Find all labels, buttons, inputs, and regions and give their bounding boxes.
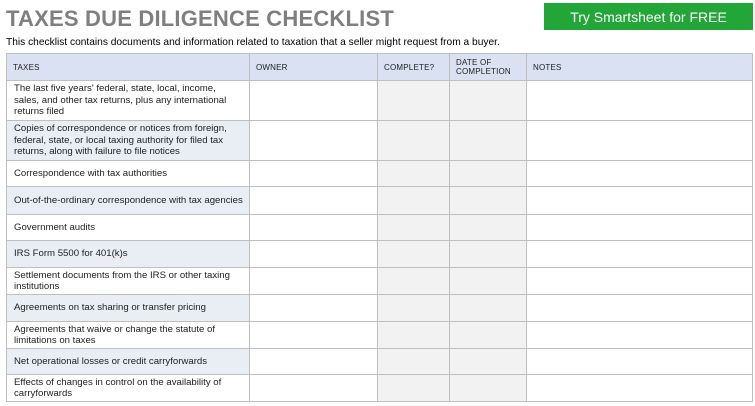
table-row	[7, 215, 753, 241]
notes-cell[interactable]	[527, 375, 753, 402]
checklist-table	[6, 53, 753, 402]
date-cell[interactable]	[450, 241, 527, 268]
owner-cell[interactable]	[250, 322, 378, 349]
table-row	[7, 161, 753, 187]
task-cell: Government audits	[7, 215, 250, 241]
complete-cell[interactable]	[378, 375, 450, 402]
owner-cell[interactable]	[250, 161, 378, 187]
complete-cell[interactable]	[378, 349, 450, 375]
complete-cell[interactable]	[378, 322, 450, 349]
date-cell[interactable]	[450, 295, 527, 322]
table-row	[7, 187, 753, 215]
task-cell: Copies of correspondence or notices from foreign, federal, state, or local taxing authority for filed tax returns, along with failure to file notices	[7, 121, 250, 161]
date-cell[interactable]	[450, 187, 527, 215]
owner-cell[interactable]	[250, 121, 378, 161]
column-header-complete: COMPLETE?	[378, 54, 450, 81]
date-cell[interactable]	[450, 349, 527, 375]
task-cell: The last five years' federal, state, local, income, sales, and other tax returns, plus any international returns filed	[7, 81, 250, 121]
owner-cell[interactable]	[250, 187, 378, 215]
notes-cell[interactable]	[527, 295, 753, 322]
complete-cell[interactable]	[378, 241, 450, 268]
notes-cell[interactable]	[527, 121, 753, 161]
column-header-owner: OWNER	[250, 54, 378, 81]
table-row	[7, 349, 753, 375]
owner-cell[interactable]	[250, 295, 378, 322]
column-header-date-of-completion: DATE OF COMPLETION	[450, 54, 527, 81]
owner-cell[interactable]	[250, 268, 378, 295]
complete-cell[interactable]	[378, 187, 450, 215]
table-row	[7, 241, 753, 268]
table-row	[7, 295, 753, 322]
notes-cell[interactable]	[527, 187, 753, 215]
page-subtitle: This checklist contains documents and information related to taxation that a seller might request from a buyer.	[6, 37, 500, 48]
date-cell[interactable]	[450, 161, 527, 187]
date-cell[interactable]	[450, 322, 527, 349]
task-cell: Agreements that waive or change the statute of limitations on taxes	[7, 322, 250, 349]
try-smartsheet-button[interactable]: Try Smartsheet for FREE	[544, 3, 753, 30]
owner-cell[interactable]	[250, 375, 378, 402]
column-header-taxes: TAXES	[7, 54, 250, 81]
table-row	[7, 375, 753, 402]
date-cell[interactable]	[450, 215, 527, 241]
task-cell: Agreements on tax sharing or transfer pricing	[7, 295, 250, 322]
notes-cell[interactable]	[527, 215, 753, 241]
task-cell: IRS Form 5500 for 401(k)s	[7, 241, 250, 268]
notes-cell[interactable]	[527, 268, 753, 295]
owner-cell[interactable]	[250, 349, 378, 375]
complete-cell[interactable]	[378, 161, 450, 187]
page-title: TAXES DUE DILIGENCE CHECKLIST	[6, 6, 394, 31]
date-cell[interactable]	[450, 268, 527, 295]
date-cell[interactable]	[450, 121, 527, 161]
notes-cell[interactable]	[527, 241, 753, 268]
task-cell: Settlement documents from the IRS or other taxing institutions	[7, 268, 250, 295]
owner-cell[interactable]	[250, 241, 378, 268]
owner-cell[interactable]	[250, 215, 378, 241]
complete-cell[interactable]	[378, 215, 450, 241]
table-row	[7, 322, 753, 349]
table-row	[7, 121, 753, 161]
table-row	[7, 81, 753, 121]
date-cell[interactable]	[450, 81, 527, 121]
complete-cell[interactable]	[378, 81, 450, 121]
table-header-row	[7, 54, 753, 81]
complete-cell[interactable]	[378, 295, 450, 322]
notes-cell[interactable]	[527, 322, 753, 349]
table-row	[7, 268, 753, 295]
notes-cell[interactable]	[527, 161, 753, 187]
task-cell: Net operational losses or credit carryforwards	[7, 349, 250, 375]
notes-cell[interactable]	[527, 81, 753, 121]
complete-cell[interactable]	[378, 121, 450, 161]
column-header-notes: NOTES	[527, 54, 753, 81]
owner-cell[interactable]	[250, 81, 378, 121]
date-cell[interactable]	[450, 375, 527, 402]
notes-cell[interactable]	[527, 349, 753, 375]
task-cell: Out-of-the-ordinary correspondence with tax agencies	[7, 187, 250, 215]
task-cell: Effects of changes in control on the availability of carryforwards	[7, 375, 250, 402]
task-cell: Correspondence with tax authorities	[7, 161, 250, 187]
complete-cell[interactable]	[378, 268, 450, 295]
